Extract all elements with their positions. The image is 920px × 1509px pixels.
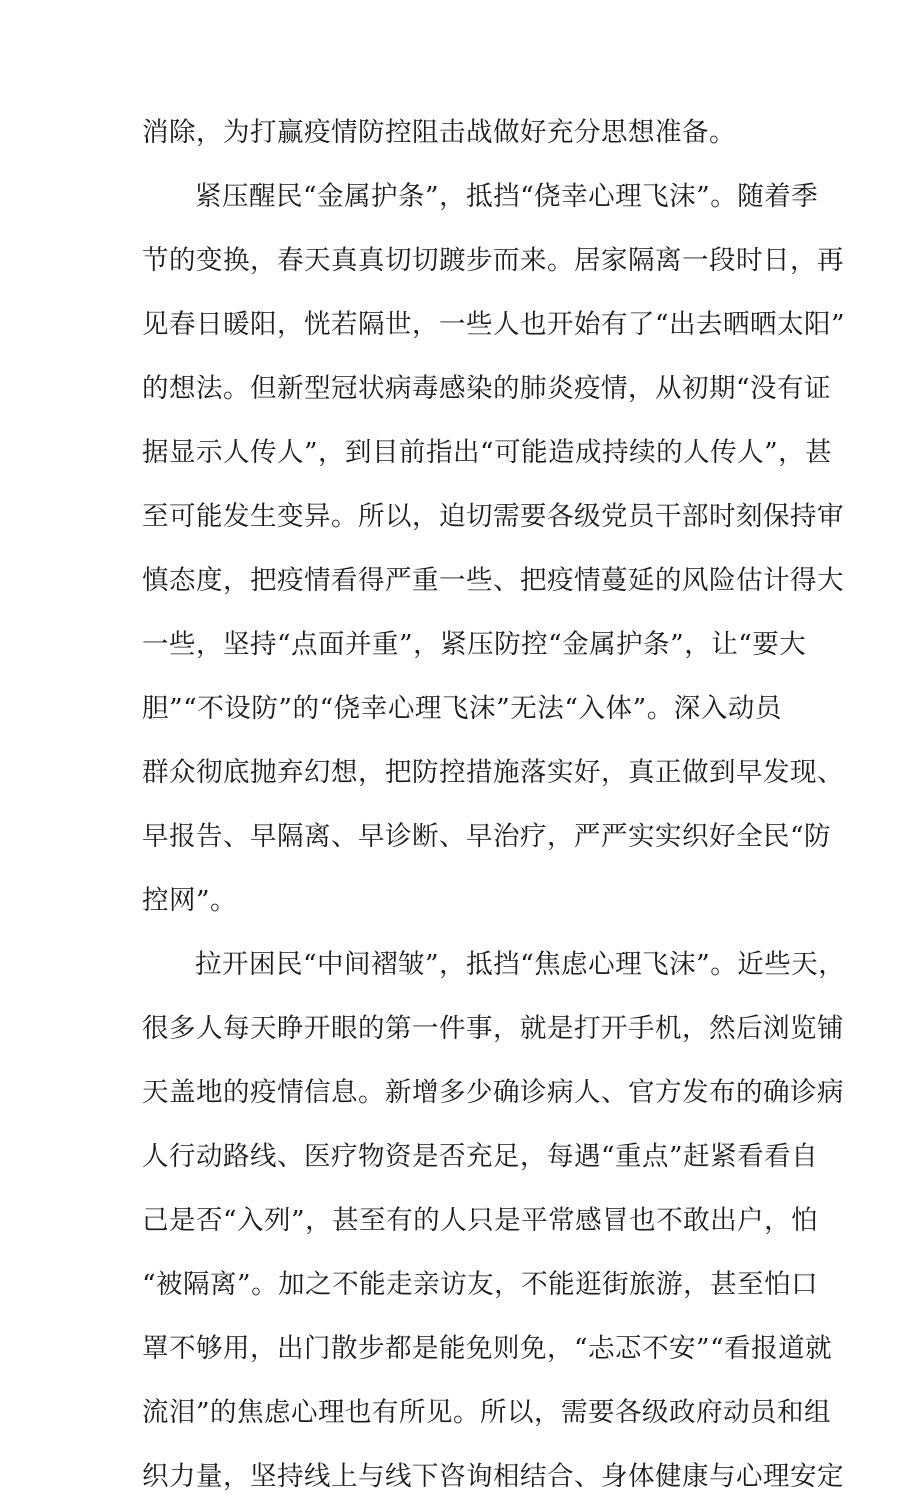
text-line: 至可能发生变异。所以，迫切需要各级党员干部时刻保持审	[142, 501, 844, 532]
text-line: 流泪”的焦虑心理也有所见。所以，需要各级政府动员和组	[142, 1397, 832, 1428]
text-line: 织力量，坚持线上与线下咨询相结合、身体健康与心理安定	[142, 1461, 844, 1492]
text-line: 胆”“不设防”的“侥幸心理飞沫”无法“入体”。深入动员	[142, 693, 782, 724]
text-line: 人行动路线、医疗物资是否充足，每遇“重点”赶紧看看自	[142, 1141, 819, 1172]
text-line: 群众彻底抛弃幻想，把防控措施落实好，真正做到早发现、	[142, 757, 844, 788]
text-line: 节的变换，春天真真切切踱步而来。居家隔离一段时日，再	[142, 245, 844, 276]
paragraph-metal-bars	[142, 165, 846, 933]
text-line: 很多人每天睁开眼的第一件事，就是打开手机，然后浏览铺	[142, 1013, 844, 1044]
text-line: 见春日暖阳，恍若隔世，一些人也开始有了“出去晒晒太阳”	[142, 309, 846, 340]
text-line: 一些，坚持“点面并重”，紧压防控“金属护条”，让“要大	[142, 629, 807, 660]
text-line: 拉开困民“中间褶皱”，抵挡“焦虑心理飞沫”。近些天，	[195, 949, 846, 980]
text-line: 早报告、早隔离、早诊断、早治疗，严严实实织好全民“防	[142, 821, 832, 852]
text-line: 消除，为打赢疫情防控阻击战做好充分思想准备。	[142, 117, 736, 148]
text-line: 控网”。	[142, 885, 238, 916]
body-text	[142, 101, 846, 1509]
text-line: “被隔离”。加之不能走亲访友，不能逛街旅游，甚至怕口	[142, 1269, 819, 1300]
text-line: 紧压醒民“金属护条”，抵挡“侥幸心理飞沫”。随着季	[195, 181, 819, 212]
text-line: 罩不够用，出门散步都是能免则免，“忐忑不安”“看报道就	[142, 1333, 833, 1364]
paragraph-continuation	[142, 101, 782, 165]
text-line: 天盖地的疫情信息。新增多少确诊病人、官方发布的确诊病	[142, 1077, 844, 1108]
text-line: 己是否“入列”，甚至有的人只是平常感冒也不敢出户，怕	[142, 1205, 819, 1236]
text-line: 据显示人传人”，到目前指出“可能造成持续的人传人”，甚	[142, 437, 833, 468]
text-line: 的想法。但新型冠状病毒感染的肺炎疫情，从初期“没有证	[142, 373, 832, 404]
text-line: 慎态度，把疫情看得严重一些、把疫情蔓延的风险估计得大	[142, 565, 844, 596]
paragraph-middle-folds	[142, 933, 846, 1509]
